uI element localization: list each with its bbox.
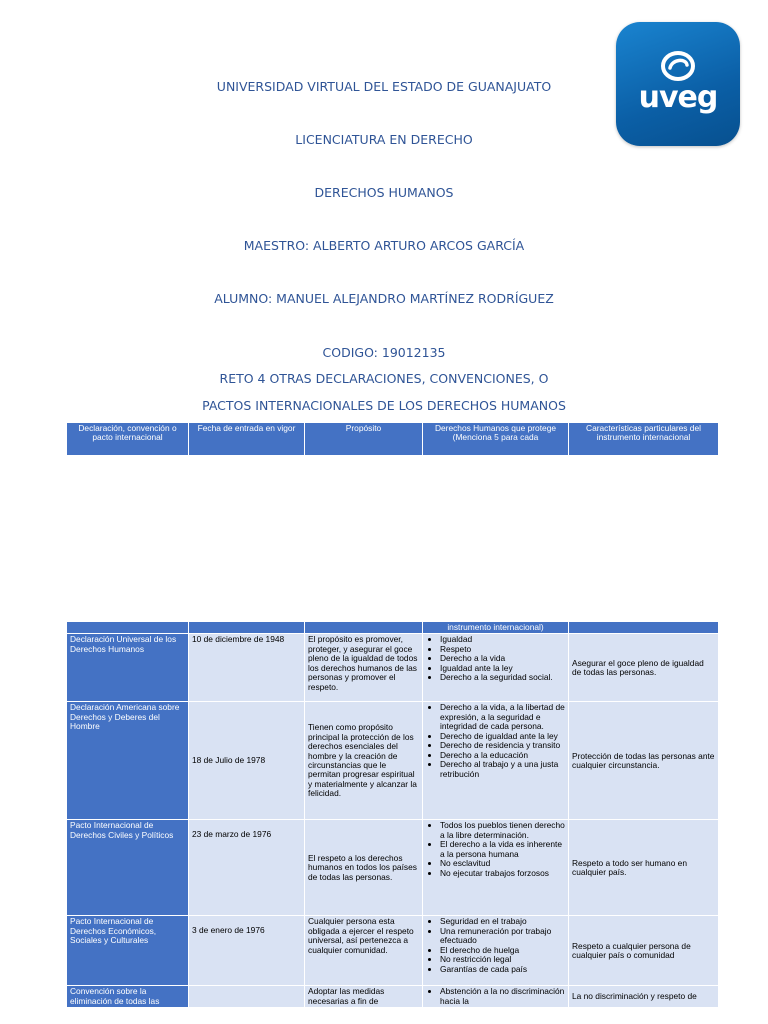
right-item: • Derecho de residencia y transito — [440, 741, 565, 750]
right-item: • Derecho a la educación — [440, 751, 565, 760]
instrument-features: Respeto a todo ser humano en cualquier país. — [569, 820, 719, 916]
teacher-line: MAESTRO: ALBERTO ARTURO ARCOS GARCÍA — [243, 238, 525, 253]
right-item: • Seguridad en el trabajo — [440, 917, 565, 926]
instrument-date: 10 de diciembre de 1948 — [189, 634, 305, 702]
right-item: • Respeto — [440, 645, 565, 654]
instrument-purpose: El propósito es promover, proteger, y asegurar el goce pleno de la igualdad de todos los derechos humanos de las personas y promover el respeto. — [305, 634, 423, 702]
logo-text: uveg — [638, 80, 718, 115]
instrument-date — [189, 986, 305, 1008]
instrument-features: La no discriminación y respeto de — [569, 986, 719, 1008]
instrument-rights — [423, 634, 569, 702]
instrument-purpose: Adoptar las medidas necesarias a fin de — [305, 986, 423, 1008]
column-header: Derechos Humanos que protege (Menciona 5 para cada — [423, 423, 569, 456]
right-item: • Derecho a la vida — [440, 654, 565, 663]
column-header-continuation: instrumento internacional) — [423, 622, 569, 634]
code-line: CODIGO: 19012135 — [322, 345, 446, 360]
instrument-features: Respeto a cualquier persona de cualquier país o comunidad — [569, 916, 719, 986]
right-item: • Derecho al trabajo y a una justa retribución — [440, 760, 565, 779]
table-row — [67, 916, 719, 986]
instrument-rights — [423, 702, 569, 820]
student-line: ALUMNO: MANUEL ALEJANDRO MARTÍNEZ RODRÍGUEZ — [214, 291, 554, 306]
table-row — [67, 634, 719, 702]
table-row — [67, 820, 719, 916]
column-header: Fecha de entrada en vigor — [189, 423, 305, 456]
right-item: • No esclavitud — [440, 859, 565, 868]
column-header: Propósito — [305, 423, 423, 456]
right-item: • Derecho de igualdad ante la ley — [440, 732, 565, 741]
table-row — [67, 702, 719, 820]
instrument-purpose: Tienen como propósito principal la protección de los derechos esenciales del hombre y la creación de circunstancias que le permitan progresar espiritual y materialmente y alcanzar la felicidad. — [305, 702, 423, 820]
right-item: • No ejecutar trabajos forzosos — [440, 869, 565, 878]
instrument-name: Pacto Internacional de Derechos Económicos, Sociales y Culturales — [67, 916, 189, 986]
table-row — [67, 986, 719, 1008]
instrument-rights — [423, 916, 569, 986]
rights-table-header — [66, 422, 719, 456]
right-item: • El derecho de huelga — [440, 946, 565, 955]
instrument-purpose: Cualquier persona esta obligada a ejercer el respeto universal, así pertenezca a cualquier comunidad. — [305, 916, 423, 986]
university-title: UNIVERSIDAD VIRTUAL DEL ESTADO DE GUANAJUATO — [216, 79, 552, 94]
right-item: • Garantías de cada país — [440, 965, 565, 974]
right-item: • Derecho a la seguridad social. — [440, 673, 565, 682]
right-item: • No restricción legal — [440, 955, 565, 964]
right-item: • Abstención a la no discriminación hacia la — [440, 987, 565, 1006]
right-item: • Igualdad — [440, 635, 565, 644]
right-item: • Una remuneración por trabajo efectuado — [440, 927, 565, 946]
table-header-continuation-row — [67, 622, 719, 634]
challenge-line-1: RETO 4 OTRAS DECLARACIONES, CONVENCIONES, O — [219, 371, 549, 386]
challenge-line-2: PACTOS INTERNACIONALES DE LOS DERECHOS HUMANOS — [202, 398, 566, 413]
degree-title: LICENCIATURA EN DERECHO — [295, 132, 473, 147]
table-header-row — [67, 423, 719, 456]
instrument-features: Asegurar el goce pleno de igualdad de todas las personas. — [569, 634, 719, 702]
instrument-date: 18 de Julio de 1978 — [189, 702, 305, 820]
column-header: Características particulares del instrumento internacional — [569, 423, 719, 456]
instrument-purpose: El respeto a los derechos humanos en todos los países de todas las personas. — [305, 820, 423, 916]
instrument-features: Protección de todas las personas ante cualquier circunstancia. — [569, 702, 719, 820]
logo-swirl-icon — [660, 50, 696, 82]
instrument-name: Declaración Universal de los Derechos Humanos — [67, 634, 189, 702]
right-item: • El derecho a la vida es inherente a la persona humana — [440, 840, 565, 859]
instrument-name: Declaración Americana sobre Derechos y Deberes del Hombre — [67, 702, 189, 820]
right-item: • Igualdad ante la ley — [440, 664, 565, 673]
instrument-date: 3 de enero de 1976 — [189, 916, 305, 986]
instrument-name: Convención sobre la eliminación de todas las — [67, 986, 189, 1008]
right-item: • Derecho a la vida, a la libertad de expresión, a la seguridad e integridad de cada persona. — [440, 703, 565, 731]
instrument-rights — [423, 986, 569, 1008]
subject-title: DERECHOS HUMANOS — [314, 185, 454, 200]
column-header: Declaración, convención o pacto internacional — [67, 423, 189, 456]
instrument-date: 23 de marzo de 1976 — [189, 820, 305, 916]
instrument-rights — [423, 820, 569, 916]
instrument-name: Pacto Internacional de Derechos Civiles y Políticos — [67, 820, 189, 916]
right-item: • Todos los pueblos tienen derecho a la libre determinación. — [440, 821, 565, 840]
rights-table — [66, 621, 719, 1008]
